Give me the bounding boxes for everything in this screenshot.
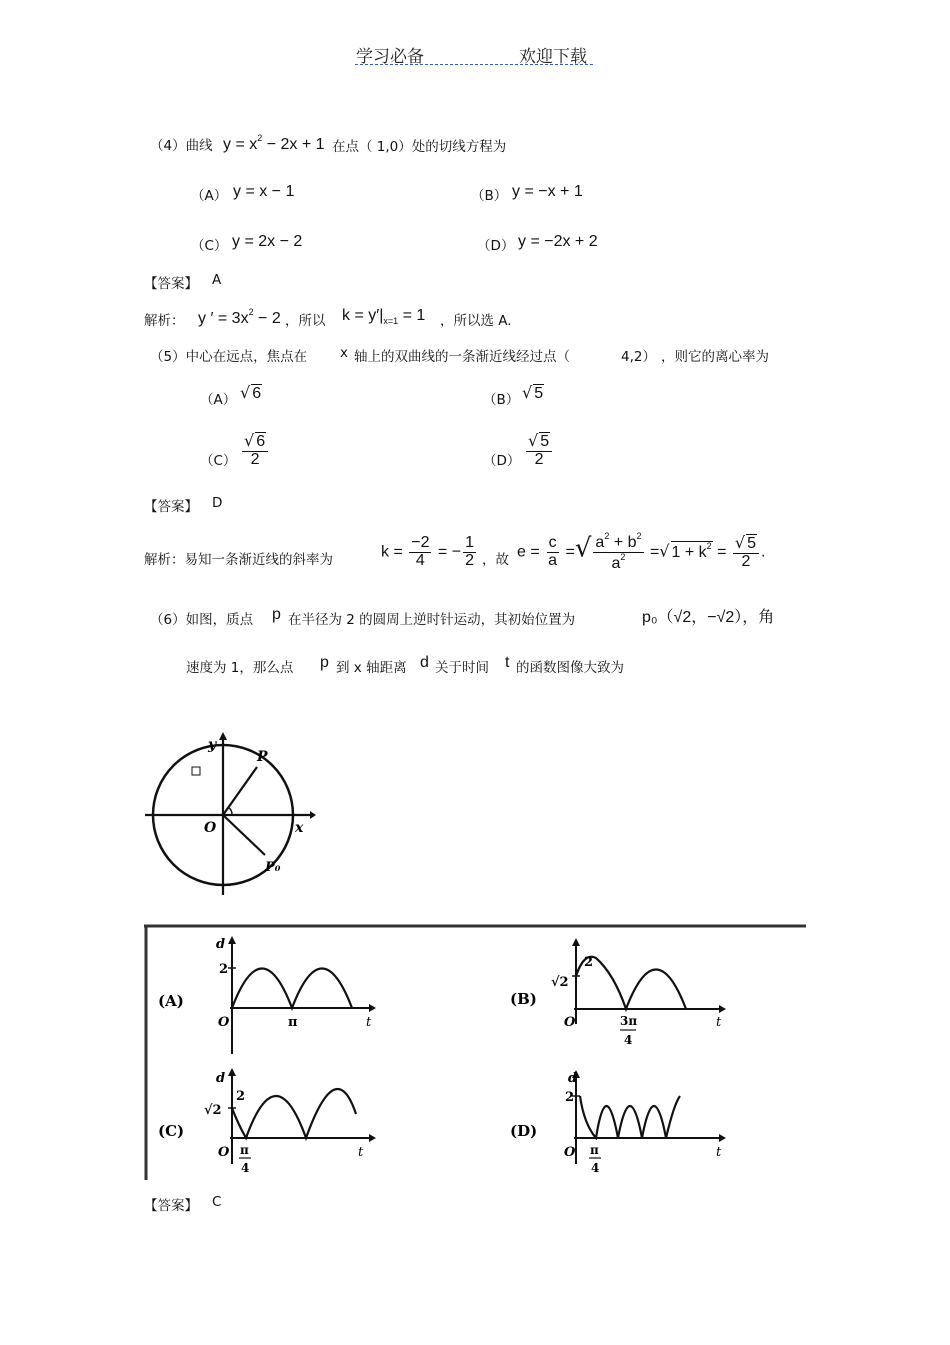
q4-answer-label: 【答案】 <box>144 276 198 292</box>
graph-b-two: 2 <box>584 955 594 970</box>
q4-suffix: 在点（ 1,0）处的切线方程为 <box>332 139 507 155</box>
graph-d-tick-num: π <box>590 1143 599 1157</box>
graph-c-tick-den: 4 <box>241 1161 250 1175</box>
q4-solution-label: 解析： <box>144 313 185 329</box>
q4-option-b-label: （B） <box>471 188 508 204</box>
q5-solution-slope: k = $\frac{-2}{4}$ = − $\frac{1}{2}$ <box>381 534 474 569</box>
graph-a-curve <box>232 969 352 1009</box>
graph-d <box>510 1070 726 1175</box>
q4-solution-end: ，所以选 A. <box>440 313 512 329</box>
graph-b-tick-num: 3π <box>620 1014 638 1028</box>
graph-c-curve <box>232 1089 356 1138</box>
q5-text: 轴上的双曲线的一条渐近线经过点（ <box>354 349 570 365</box>
angle-arc <box>228 807 232 815</box>
graph-d-d: d <box>568 1071 578 1086</box>
q4-solution-mid: ，所以 <box>285 313 326 329</box>
x-axis-arrow <box>310 811 316 819</box>
graph-c-label: (C) <box>158 1122 185 1140</box>
y-axis-arrow <box>219 732 227 740</box>
graph-b-t: t <box>716 1015 722 1030</box>
q4-answer: A <box>212 272 222 288</box>
q5-number: （5）中心在远点，焦点在 <box>150 349 308 365</box>
q5-option-a-value: √ 6 <box>240 383 262 402</box>
circle-label-x: x <box>295 820 304 836</box>
graph-d-o: O <box>564 1145 576 1160</box>
q5-var-x: x <box>340 345 348 361</box>
graph-a-pi: π <box>288 1015 298 1030</box>
q5-answer: D <box>212 495 223 511</box>
circle-label-p: P <box>257 749 268 765</box>
header-right: 欢迎下载 <box>519 47 587 67</box>
small-square <box>192 767 200 775</box>
q6-initial-position: p₀（√2，−√2），角 <box>642 609 775 626</box>
q5-option-c-label: （C） <box>200 453 237 469</box>
graph-b <box>510 938 726 1047</box>
graph-a-two: 2 <box>219 962 229 977</box>
graph-c-o: O <box>218 1145 230 1160</box>
circle-label-p0: P₀ <box>265 860 281 875</box>
q5-option-d-value: $\frac{√ 5}{2}$ <box>524 432 554 469</box>
q5-option-c-value: $\frac{√ 6}{2}$ <box>240 432 270 469</box>
graph-a-t: t <box>366 1015 372 1030</box>
q4-option-a-label: （A） <box>191 188 228 204</box>
q6-line1: （6）如图，质点 <box>150 612 254 628</box>
q5-option-a-label: （A） <box>200 392 237 408</box>
q4-option-d-label: （D） <box>477 238 515 254</box>
graph-a-d: d <box>216 937 226 952</box>
q4-option-a-text: y = x − 1 <box>233 183 295 200</box>
q5-solution-label: 解析：易知一条渐近线的斜率为 <box>144 552 333 568</box>
header-dashed-underline <box>355 64 593 65</box>
q6-var-d: d <box>420 654 429 671</box>
q4-option-c-text: y = 2x − 2 <box>232 233 303 250</box>
q6-point-p: p <box>272 606 281 623</box>
graph-c <box>158 1068 376 1175</box>
graph-c-tick-num: π <box>240 1143 249 1157</box>
q4-equation: $y = x^2 - 2x + 1$ <box>223 133 325 153</box>
q4-option-b-text: y = −x + 1 <box>512 183 583 200</box>
q6-graph-options <box>144 924 806 1180</box>
q6-line2b: 到 x 轴距离 <box>336 660 407 676</box>
graph-c-two: 2 <box>236 1089 246 1104</box>
graph-a-label: (A) <box>158 992 184 1010</box>
q5-solution-mid: ，故 <box>482 552 509 568</box>
graph-c-t: t <box>358 1145 364 1160</box>
q6-line2: 速度为 1，那么点 <box>186 660 294 676</box>
circle-label-y: y <box>208 737 217 753</box>
q6-var-t: t <box>505 654 510 671</box>
graph-c-d: d <box>216 1071 226 1086</box>
q5-point: 4,2） <box>621 349 656 365</box>
q4-option-d-text: y = −2x + 2 <box>518 233 598 250</box>
q6-line2c: 关于时间 <box>435 660 489 676</box>
q6-line2d: 的函数图像大致为 <box>516 660 624 676</box>
graph-a <box>158 936 376 1054</box>
q4-option-c-label: （C） <box>191 238 228 254</box>
graph-d-label: (D) <box>510 1122 538 1140</box>
q5-option-b-value: √ 5 <box>522 383 544 402</box>
q6-answer-label: 【答案】 <box>144 1198 198 1214</box>
q6-point-p2: p <box>320 654 329 671</box>
graph-a-o: O <box>218 1015 230 1030</box>
q5-option-d-label: （D） <box>483 453 521 469</box>
graph-b-root2: √2 <box>551 975 569 990</box>
q6-answer: C <box>212 1194 222 1210</box>
graph-c-root2: √2 <box>204 1103 222 1118</box>
graph-b-o: O <box>564 1015 576 1030</box>
graph-d-tick-den: 4 <box>591 1161 600 1175</box>
q5-option-b-label: （B） <box>483 392 520 408</box>
header-left: 学习必备 <box>356 47 424 67</box>
q5-text-end: ，则它的离心率为 <box>661 349 769 365</box>
q6-line1b: 在半径为 2 的圆周上逆时针运动，其初始位置为 <box>288 612 576 628</box>
graph-d-t: t <box>716 1145 722 1160</box>
graph-d-curve <box>580 1096 680 1138</box>
q4-number: （4）曲线 <box>150 138 213 154</box>
q5-answer-label: 【答案】 <box>144 499 198 515</box>
graph-d-two: 2 <box>565 1090 575 1105</box>
circle-label-o: O <box>204 820 217 836</box>
q4-solution-derivative: y ′ = $3x^2 - 2$ <box>198 307 281 327</box>
q5-solution-eccentricity: e = $\frac{c}{a}$ =√ $\frac{a^2 + b^2}{a^2}$ =√ $1 + k^2$ = $\frac{√ 5}{2}$ . <box>517 531 766 572</box>
graph-b-tick-den: 4 <box>624 1033 633 1047</box>
q4-solution-slope: $k = y'|_{x=1} = 1$ <box>342 307 426 326</box>
radius-to-p0 <box>223 815 265 855</box>
graph-b-label: (B) <box>510 990 537 1008</box>
q6-circle-figure <box>140 725 340 900</box>
